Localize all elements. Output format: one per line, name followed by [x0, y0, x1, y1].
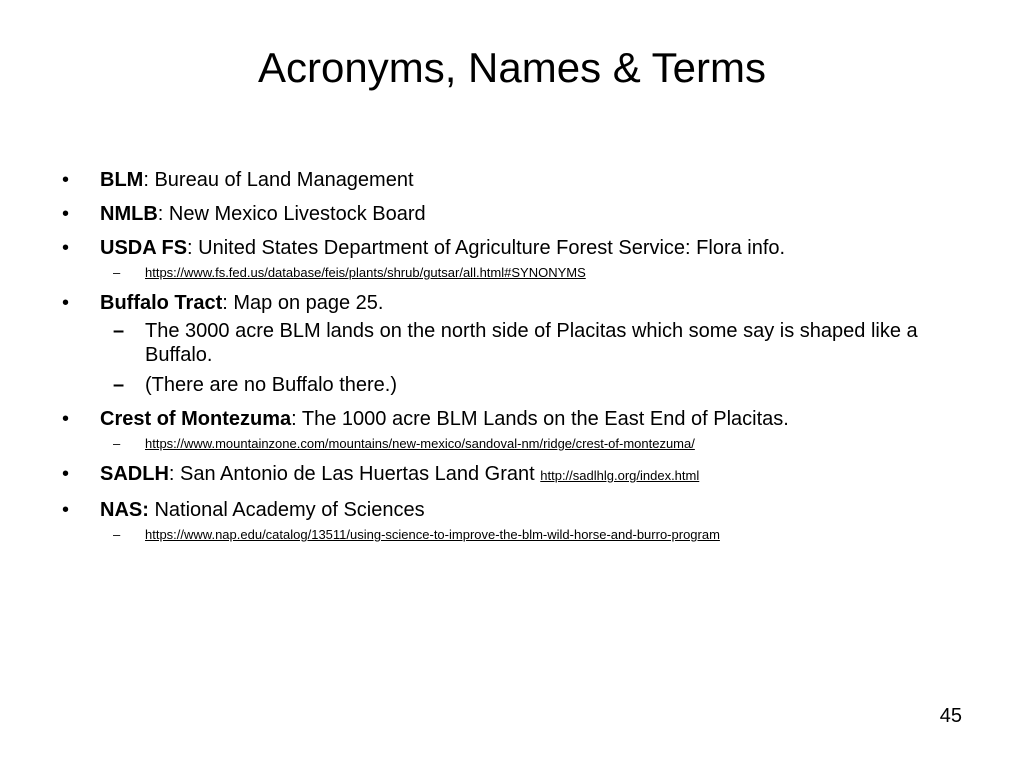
sub-item-buffalo-shape [100, 319, 962, 367]
term-nas: NAS: [100, 499, 149, 521]
nap-link[interactable]: https://www.nap.edu/catalog/13511/using-science-to-improve-the-blm-wild-horse-and-burro-program [145, 527, 720, 542]
sub-text-no-buffalo: (There are no Buffalo there.) [145, 374, 397, 396]
bullet-usda-fs [62, 236, 962, 281]
definition-nas: National Academy of Sciences [148, 499, 425, 521]
separator: : [168, 463, 175, 485]
bullet-nas [62, 498, 962, 543]
dash-marker: – [113, 527, 121, 542]
bullet-blm [62, 168, 962, 192]
sadlhlg-link[interactable]: http://sadlhlg.org/index.html [540, 468, 700, 483]
dash-marker: – [113, 436, 121, 451]
definition-nmlb: New Mexico Livestock Board [163, 203, 426, 225]
sub-list [100, 319, 962, 397]
sub-list [100, 264, 962, 281]
bullet-marker: • [62, 292, 70, 314]
definition-sadlh: San Antonio de Las Huertas Land Grant [174, 463, 541, 485]
bullet-sadlh [62, 462, 962, 488]
bullet-buffalo-tract [62, 291, 962, 397]
separator: : [157, 203, 164, 225]
sub-list [100, 526, 962, 543]
bullet-nmlb [62, 202, 962, 226]
dash-marker: – [113, 320, 125, 342]
mountainzone-link[interactable]: https://www.mountainzone.com/mountains/new-mexico/sandoval-nm/ridge/crest-of-montezuma/ [145, 436, 695, 451]
sub-item-usda-link [100, 264, 962, 281]
page-number: 45 [939, 705, 962, 727]
bullet-marker: • [62, 463, 70, 485]
separator: : [187, 237, 193, 259]
bullet-crest-of-montezuma [62, 407, 962, 452]
bullet-marker: • [62, 499, 70, 521]
definition-usda-fs: United States Department of Agriculture Forest Service: Flora info. [192, 237, 786, 259]
usda-fs-link[interactable]: https://www.fs.fed.us/database/feis/plants/shrub/gutsar/all.html#SYNONYMS [145, 265, 586, 280]
slide-title: Acronyms, Names & Terms [258, 44, 766, 91]
sub-item-montezuma-link [100, 435, 962, 452]
bullet-marker: • [62, 408, 70, 430]
sub-list [100, 435, 962, 452]
term-sadlh: SADLH [100, 463, 169, 485]
definition-blm: Bureau of Land Management [148, 169, 414, 191]
bullet-list [62, 168, 962, 553]
separator: : [291, 408, 297, 430]
term-nmlb: NMLB [100, 203, 158, 225]
dash-marker: – [113, 265, 121, 280]
definition-crest-of-montezuma: The 1000 acre BLM Lands on the East End of Placitas. [296, 408, 789, 430]
term-usda-fs: USDA FS [100, 237, 188, 259]
definition-buffalo-tract: Map on page 25. [227, 292, 384, 314]
bullet-marker: • [62, 203, 70, 225]
separator: : [222, 292, 228, 314]
sub-item-no-buffalo [100, 373, 962, 397]
sub-text-buffalo-shape: The 3000 acre BLM lands on the north side of Placitas which some say is shaped like a Buffalo. [145, 320, 918, 366]
bullet-marker: • [62, 169, 70, 191]
sub-item-nas-link [100, 526, 962, 543]
term-blm: BLM [100, 169, 144, 191]
term-buffalo-tract: Buffalo Tract [100, 292, 223, 314]
bullet-marker: • [62, 237, 70, 259]
separator: : [143, 169, 149, 191]
dash-marker: – [113, 374, 125, 396]
term-crest-of-montezuma: Crest of Montezuma [100, 408, 292, 430]
